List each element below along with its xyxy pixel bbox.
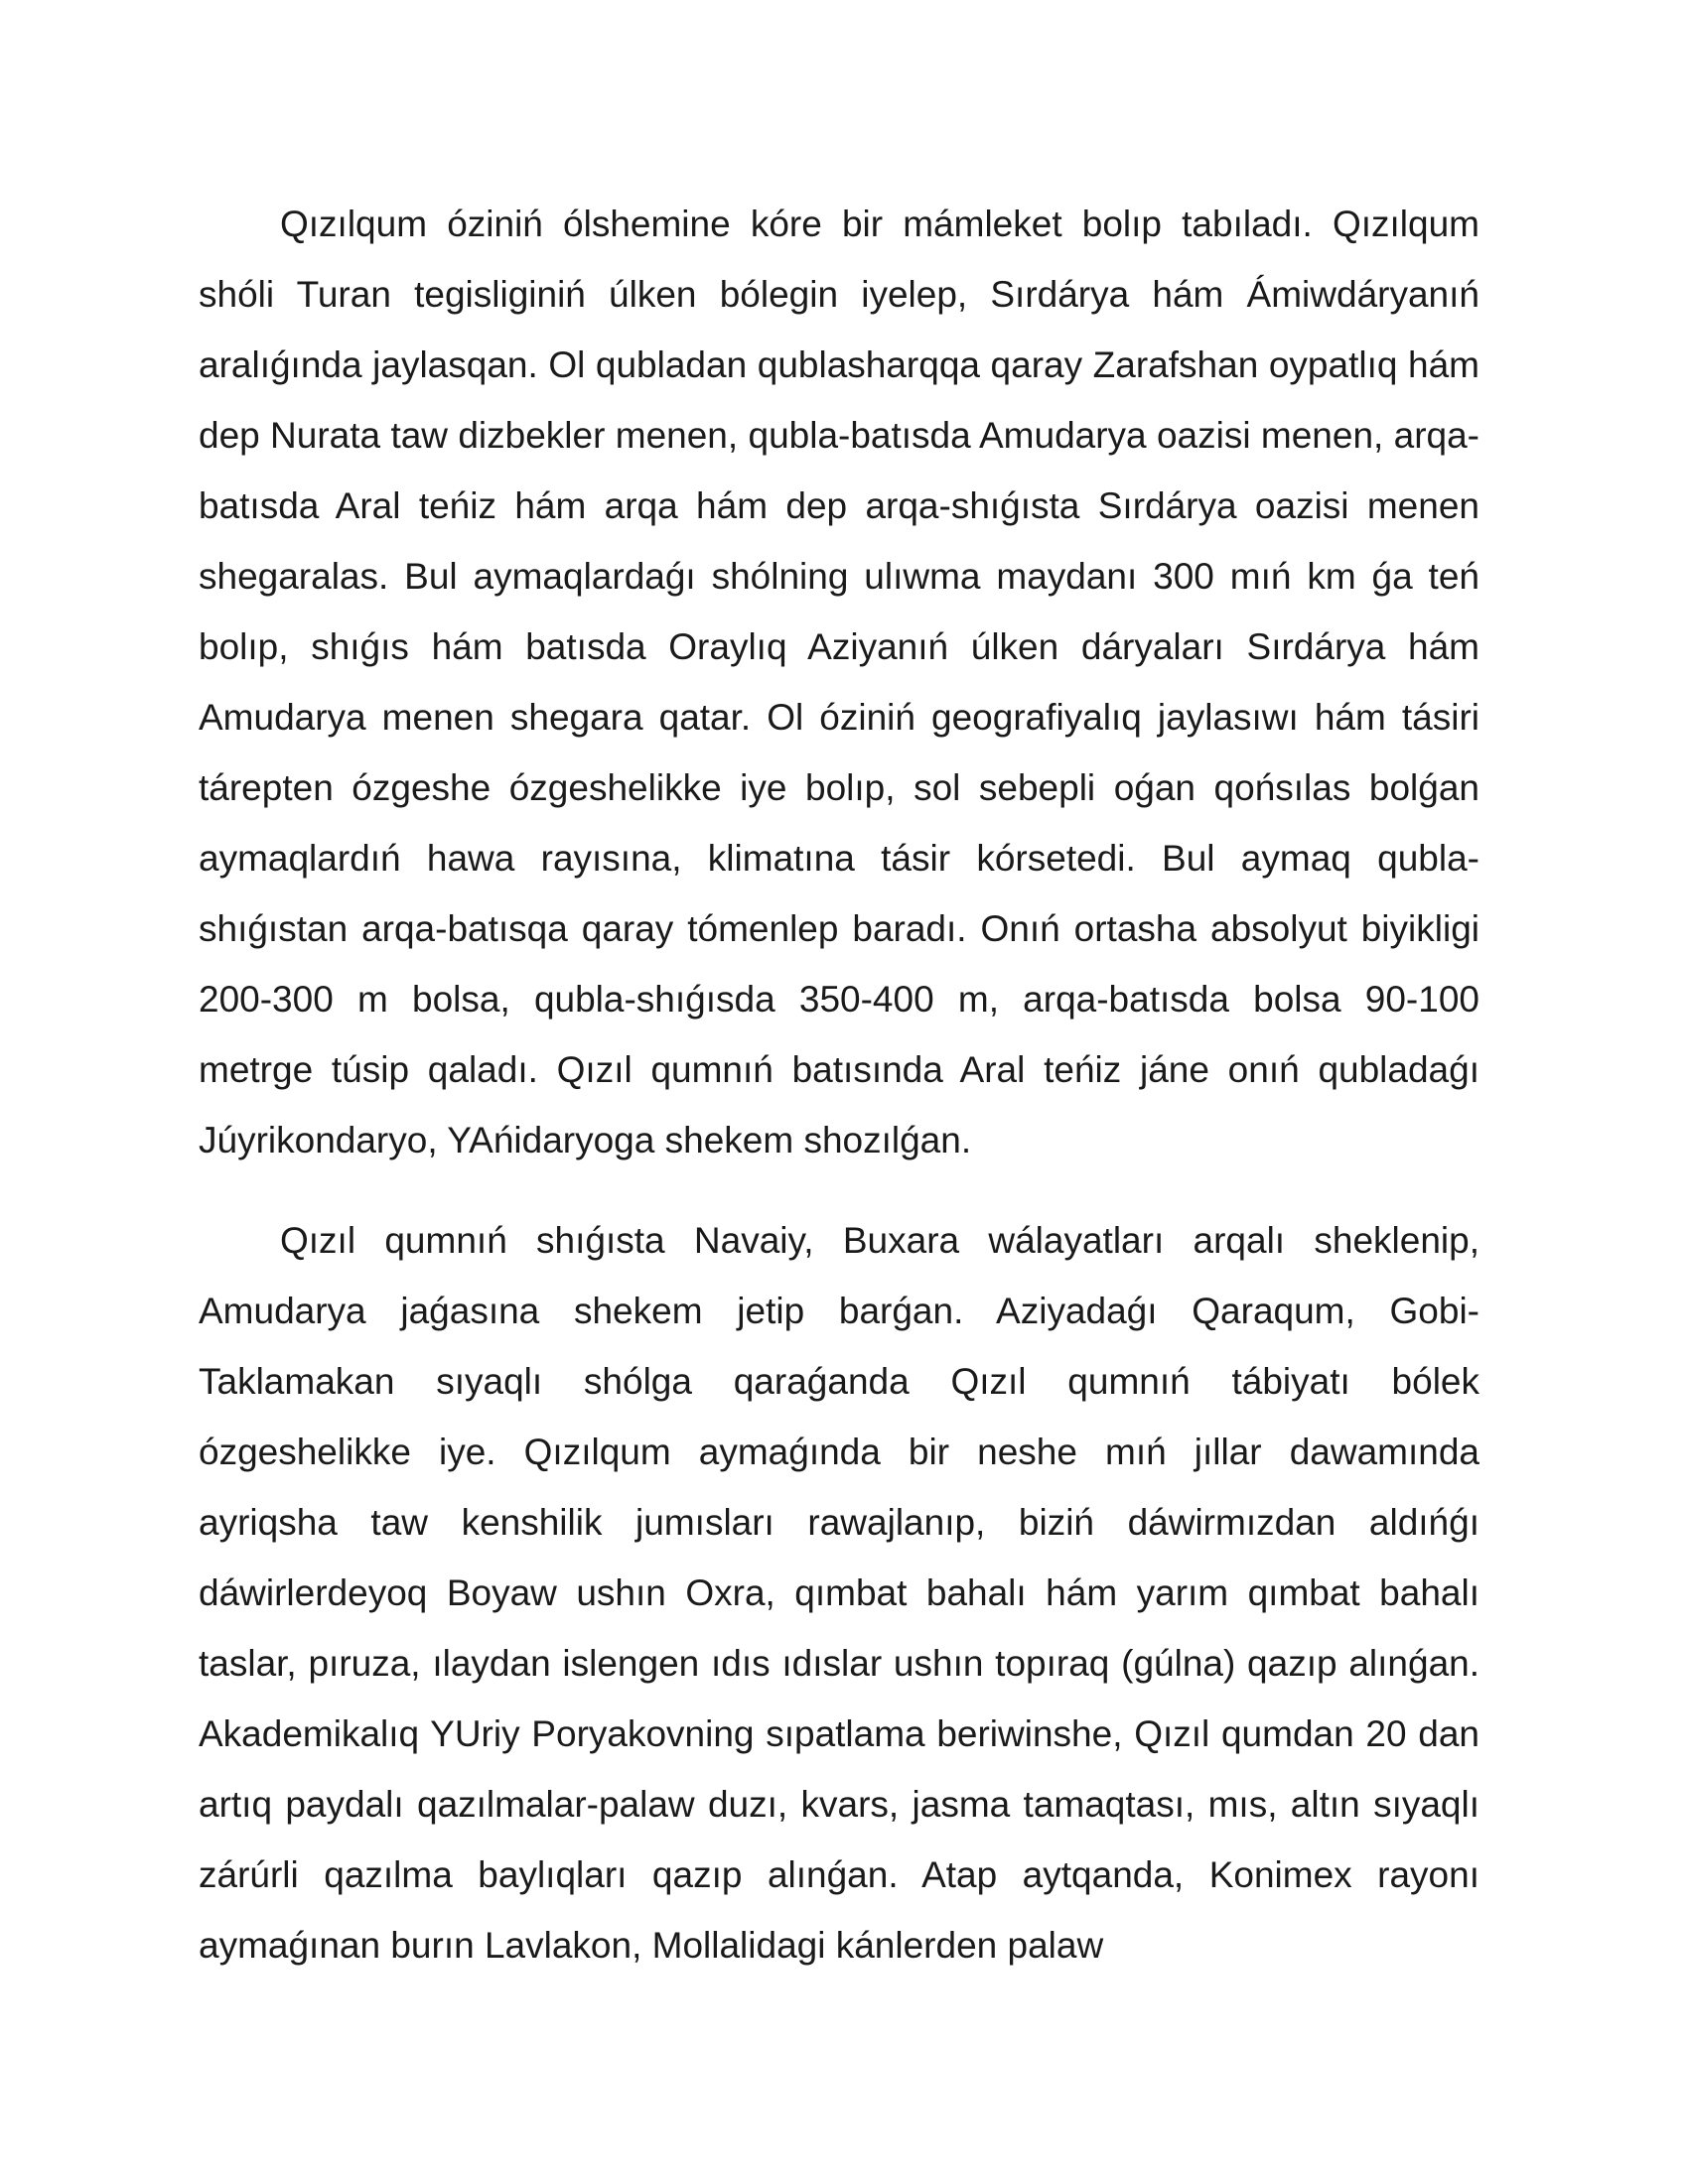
paragraph-1: Qızılqum óziniń ólshemine kóre bir mámleket bolıp tabıladı. Qızılqum shóli Turan tegisliginiń úlken bólegin iyelep, Sırdárya hám Ámiwdáryanıń aralıǵında jaylasqan. Ol qubladan qublasharqqa qaray Zarafshan oypatlıq hám dep Nurata taw dizbekler menen, qubla-batısda Amudarya oazisi menen, arqa-batısda Aral teńiz hám arqa hám dep arqa-shıǵısta Sırdárya oazisi menen shegaralas. Bul aymaqlardaǵı shólning ulıwma maydanı 300 mıń km ǵa teń bolıp, shıǵıs hám batısda Oraylıq Aziyanıń úlken dáryaları Sırdárya hám Amudarya menen shegara qatar. Ol óziniń geografiyalıq jaylasıwı hám tásiri tárepten ózgeshe ózgeshelikke iye bolıp, sol sebepli oǵan qońsılas bolǵan aymaqlardıń hawa rayısına, klimatına tásir kórsetedi. Bul aymaq qubla-shıǵıstan arqa-batısqa qaray tómenlep baradı. Onıń ortasha absolyut biyikligi 200-300 m bolsa, qubla-shıǵısda 350-400 m, arqa-batısda bolsa 90-100 metrge túsip qaladı. Qızıl qumnıń batısında Aral teńiz jáne onıń qubladaǵı Júyrikondaryo, YAńidaryoga shekem shozılǵan. <box>199 204 1479 1160</box>
paragraph-2: Qızıl qumnıń shıǵısta Navaiy, Buxara wálayatları arqalı sheklenip, Amudarya jaǵasına shekem jetip barǵan. Aziyadaǵı Qaraqum, Gobi-Taklamakan sıyaqlı shólga qaraǵanda Qızıl qumnıń tábiyatı bólek ózgeshelikke iye. Qızılqum aymaǵında bir neshe mıń jıllar dawamında ayriqsha taw kenshilik jumısları rawajlanıp, biziń dáwirmızdan aldıńǵı dáwirlerdeyoq Boyaw ushın Oxra, qımbat bahalı hám yarım qımbat bahalı taslar, pıruza, ılaydan islengen ıdıs ıdıslar ushın topıraq (gúlna) qazıp alınǵan. Akademikalıq YUriy Poryakovning sıpatlama beriwinshe, Qızıl qumdan 20 dan artıq paydalı qazılmalar-palaw duzı, kvars, jasma tamaqtası, mıs, altın sıyaqlı zárúrli qazılma baylıqları qazıp alınǵan. Atap aytqanda, Konimex rayonı aymaǵınan burın Lavlakon, Mollalidagi kánlerden palaw <box>199 1220 1479 1966</box>
body-text <box>199 189 1479 1980</box>
